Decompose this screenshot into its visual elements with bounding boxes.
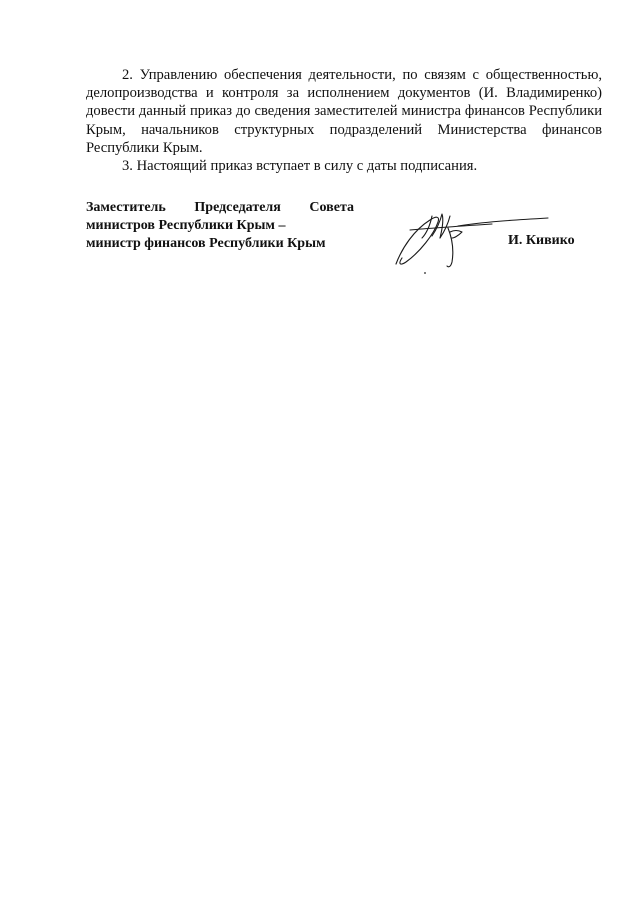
scan-speck bbox=[424, 272, 426, 274]
signatory-position bbox=[86, 199, 354, 253]
paragraph-item-3: 3. Настоящий приказ вступает в силу с даты подписания. bbox=[122, 158, 478, 175]
document-body bbox=[86, 66, 602, 175]
signer-name: И. Кивико bbox=[508, 233, 575, 248]
signatory-position-line: Заместитель Председателя Совета bbox=[86, 200, 354, 215]
signatory-position-line: министров Республики Крым – bbox=[86, 218, 286, 233]
paragraph-item-2: 2. Управлению обеспечения деятельности, по связям с общественностью, делопроизводства и контроля за исполнением документов (И. Владимиренко) довести данный приказ до сведения заместителей министра финансов Республики Крым, начальников структурных подразделений Министерства финансов Республики Крым. bbox=[86, 67, 602, 156]
signatory-position-line: министр финансов Республики Крым bbox=[86, 236, 326, 251]
